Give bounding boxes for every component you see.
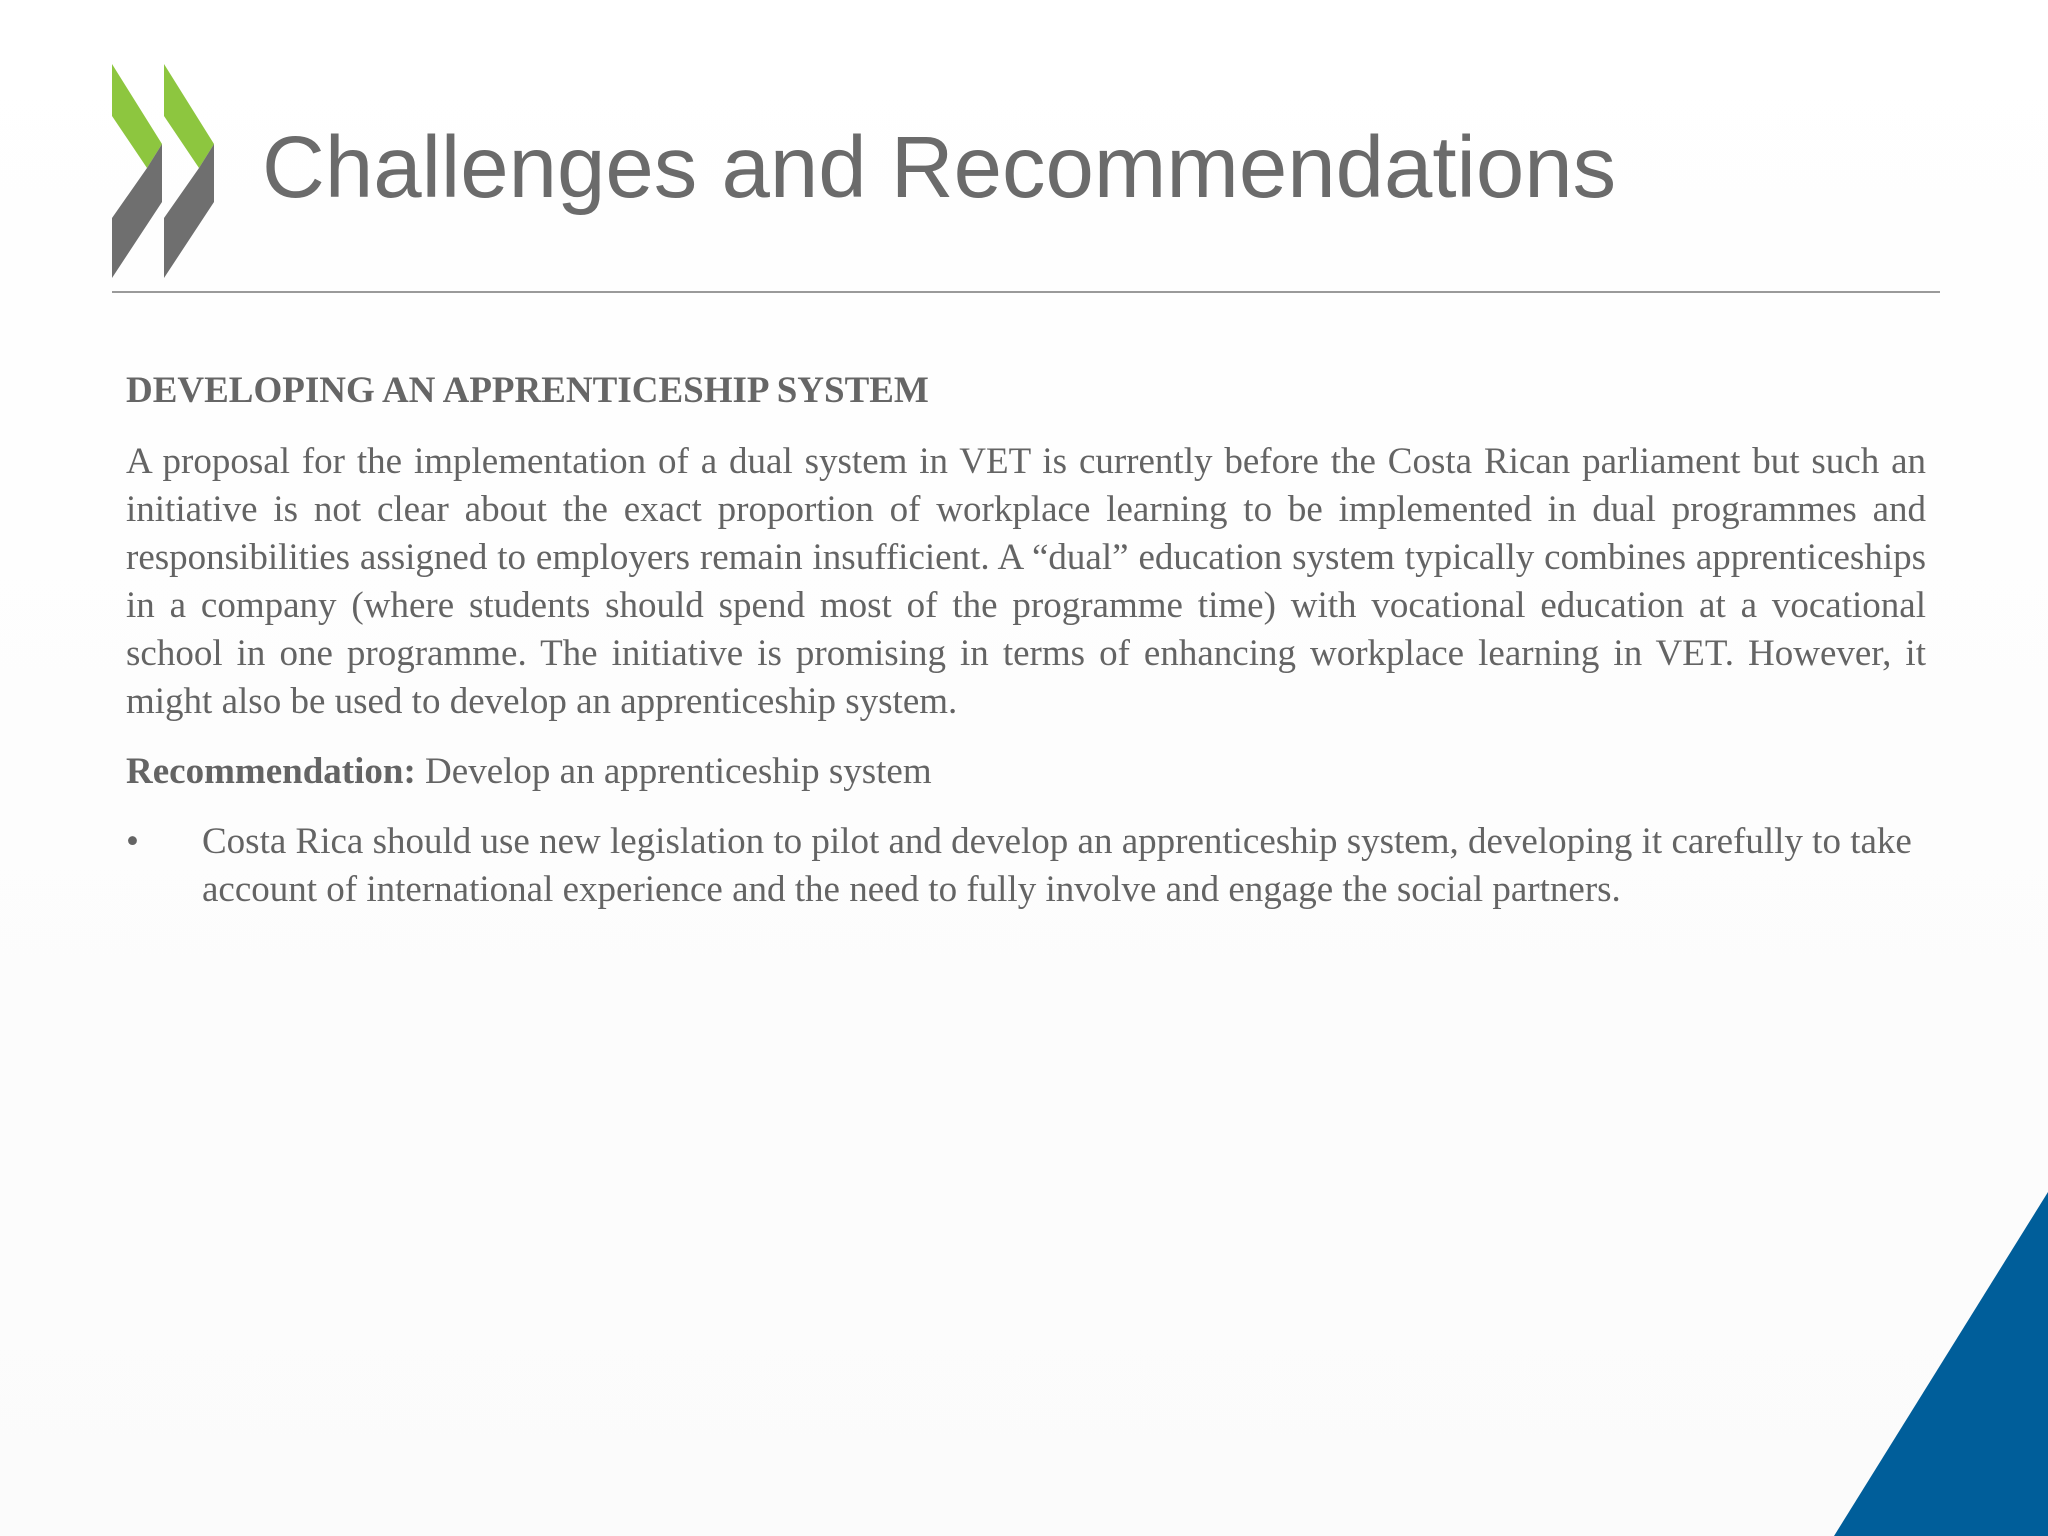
recommendation-bullet-list: [126, 818, 1926, 914]
logo-left-chevron-bottom: [112, 144, 162, 278]
recommendation-label: Recommendation:: [126, 751, 416, 792]
body-paragraph: A proposal for the implementation of a dual system in VET is currently before the Costa Rican parliament but such an initiative is not clear about the exact proportion of workplace learning to be implemented in dual programmes and responsibilities assigned to employers remain insufficient. A “dual” education system typically combines apprenticeships in a company (where students should spend most of the programme time) with vocational education at a vocational school in one programme. The initiative is promising in terms of enhancing workplace learning in VET. However, it might also be used to develop an apprenticeship system.: [126, 441, 1926, 722]
slide-title: Challenges and Recommendations: [262, 119, 1617, 216]
logo-right-chevron-top: [164, 64, 214, 168]
bullet-item: [126, 818, 1926, 914]
slide-body: [126, 366, 1926, 914]
bullet-mark: •: [126, 821, 139, 862]
double-chevron-logo-icon: [112, 64, 218, 278]
bullet-text: Costa Rica should use new legislation to pilot and develop an apprenticeship system, developing it carefully to take account of international experience and the need to fully involve and engage the social partners.: [202, 821, 1912, 910]
section-heading: DEVELOPING AN APPRENTICESHIP SYSTEM: [126, 370, 929, 411]
recommendation-text: Develop an apprenticeship system: [415, 751, 932, 792]
logo-right-chevron-bottom: [164, 144, 214, 278]
corner-triangle-decoration: [1834, 1192, 2048, 1536]
recommendation-line: [126, 748, 1926, 796]
title-divider: [112, 291, 1940, 293]
logo-left-chevron-top: [112, 64, 162, 168]
